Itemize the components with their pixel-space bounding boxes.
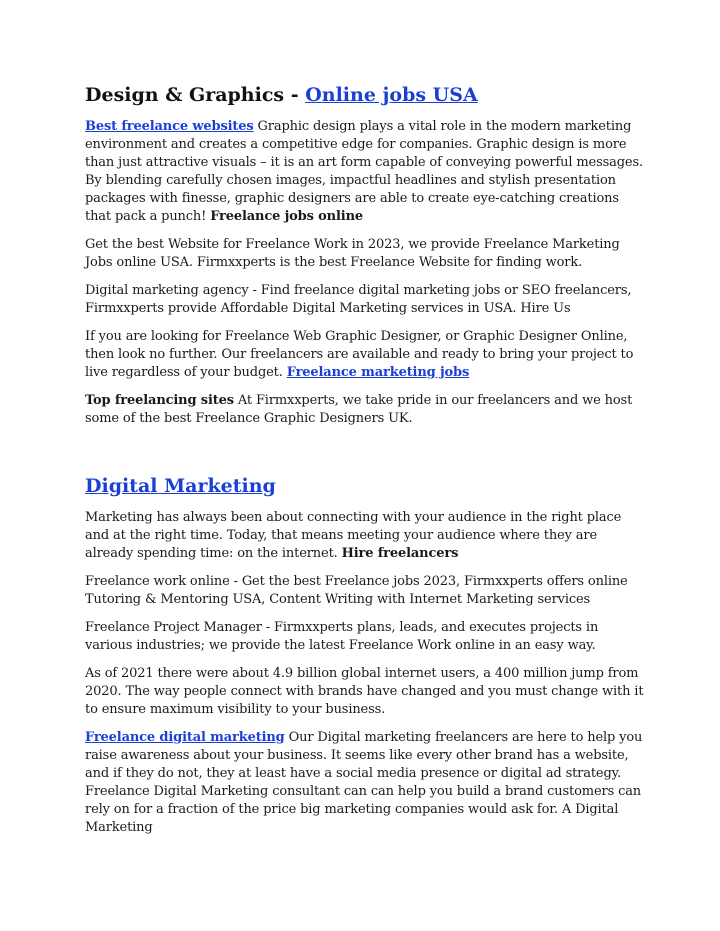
digital-marketing-link[interactable]: Digital Marketing — [85, 475, 276, 497]
best-freelance-websites-link[interactable]: Best freelance websites — [85, 119, 254, 134]
paragraph — [85, 118, 645, 226]
paragraph-text: Marketing has always been about connecting with your audience in the right place and at the right time. Today, that means meeting your audience where they are already spending time: on the internet. — [85, 510, 622, 561]
section-heading-digital-marketing — [85, 473, 645, 499]
paragraph: As of 2021 there were about 4.9 billion global internet users, a 400 million jump from 2020. The way people connect with brands have changed and you must change with it to ensure maximum visibility to your business. — [85, 666, 644, 717]
paragraph-text: At Firmxxperts, we take pride in our freelancers and we host some of the best Freelance Graphic Designers UK. — [85, 393, 633, 426]
paragraph-text: If you are looking for Freelance Web Graphic Designer, or Graphic Designer Online, then look no further. Our freelancers are available and ready to bring your project to live regardless of your budget. — [85, 329, 634, 380]
paragraph — [85, 509, 645, 563]
paragraph-bold-text: Freelance jobs online — [210, 209, 363, 224]
freelance-digital-marketing-link[interactable]: Freelance digital marketing — [85, 730, 285, 745]
paragraph-bold-text: Top freelancing sites — [85, 393, 234, 408]
section-heading-design-graphics — [85, 82, 645, 108]
online-jobs-usa-link[interactable]: Online jobs USA — [305, 84, 478, 106]
heading-prefix: Design & Graphics - — [85, 84, 306, 106]
paragraph-text: Our Digital marketing freelancers are here to help you raise awareness about your business. It seems like every other brand has a website, and if they do not, they at least have a social media presence or digital ad strategy. Freelance Digital Marketing consultant can can help you build a brand customers can rely on for a fraction of the price big marketing companies would ask for. A Digital Marketing — [85, 730, 643, 835]
paragraph — [85, 729, 645, 837]
paragraph-bold-text: Hire freelancers — [341, 546, 459, 561]
paragraph: Digital marketing agency - Find freelance digital marketing jobs or SEO freelancers, Firmxxperts provide Affordable Digital Marketing services in USA. Hire Us — [85, 283, 632, 316]
paragraph-text: Graphic design plays a vital role in the modern marketing environment and creates a competitive edge for companies. Graphic design is more than just attractive visuals – it is an art form capable of conveying powerful messages. By blending carefully chosen images, impactful headlines and stylish presentation packages with finesse, graphic designers are able to create eye-catching creations that pack a punch! — [85, 119, 643, 224]
paragraph: Freelance Project Manager - Firmxxperts plans, leads, and executes projects in various industries; we provide the latest Freelance Work online in an easy way. — [85, 620, 599, 653]
paragraph: Get the best Website for Freelance Work in 2023, we provide Freelance Marketing Jobs online USA. Firmxxperts is the best Freelance Website for finding work. — [85, 237, 620, 270]
paragraph: Freelance work online - Get the best Freelance jobs 2023, Firmxxperts offers online Tutoring & Mentoring USA, Content Writing with Internet Marketing services — [85, 574, 628, 607]
document-page — [85, 82, 645, 847]
freelance-marketing-jobs-link[interactable]: Freelance marketing jobs — [286, 365, 470, 380]
paragraph — [85, 328, 645, 382]
paragraph — [85, 392, 645, 428]
